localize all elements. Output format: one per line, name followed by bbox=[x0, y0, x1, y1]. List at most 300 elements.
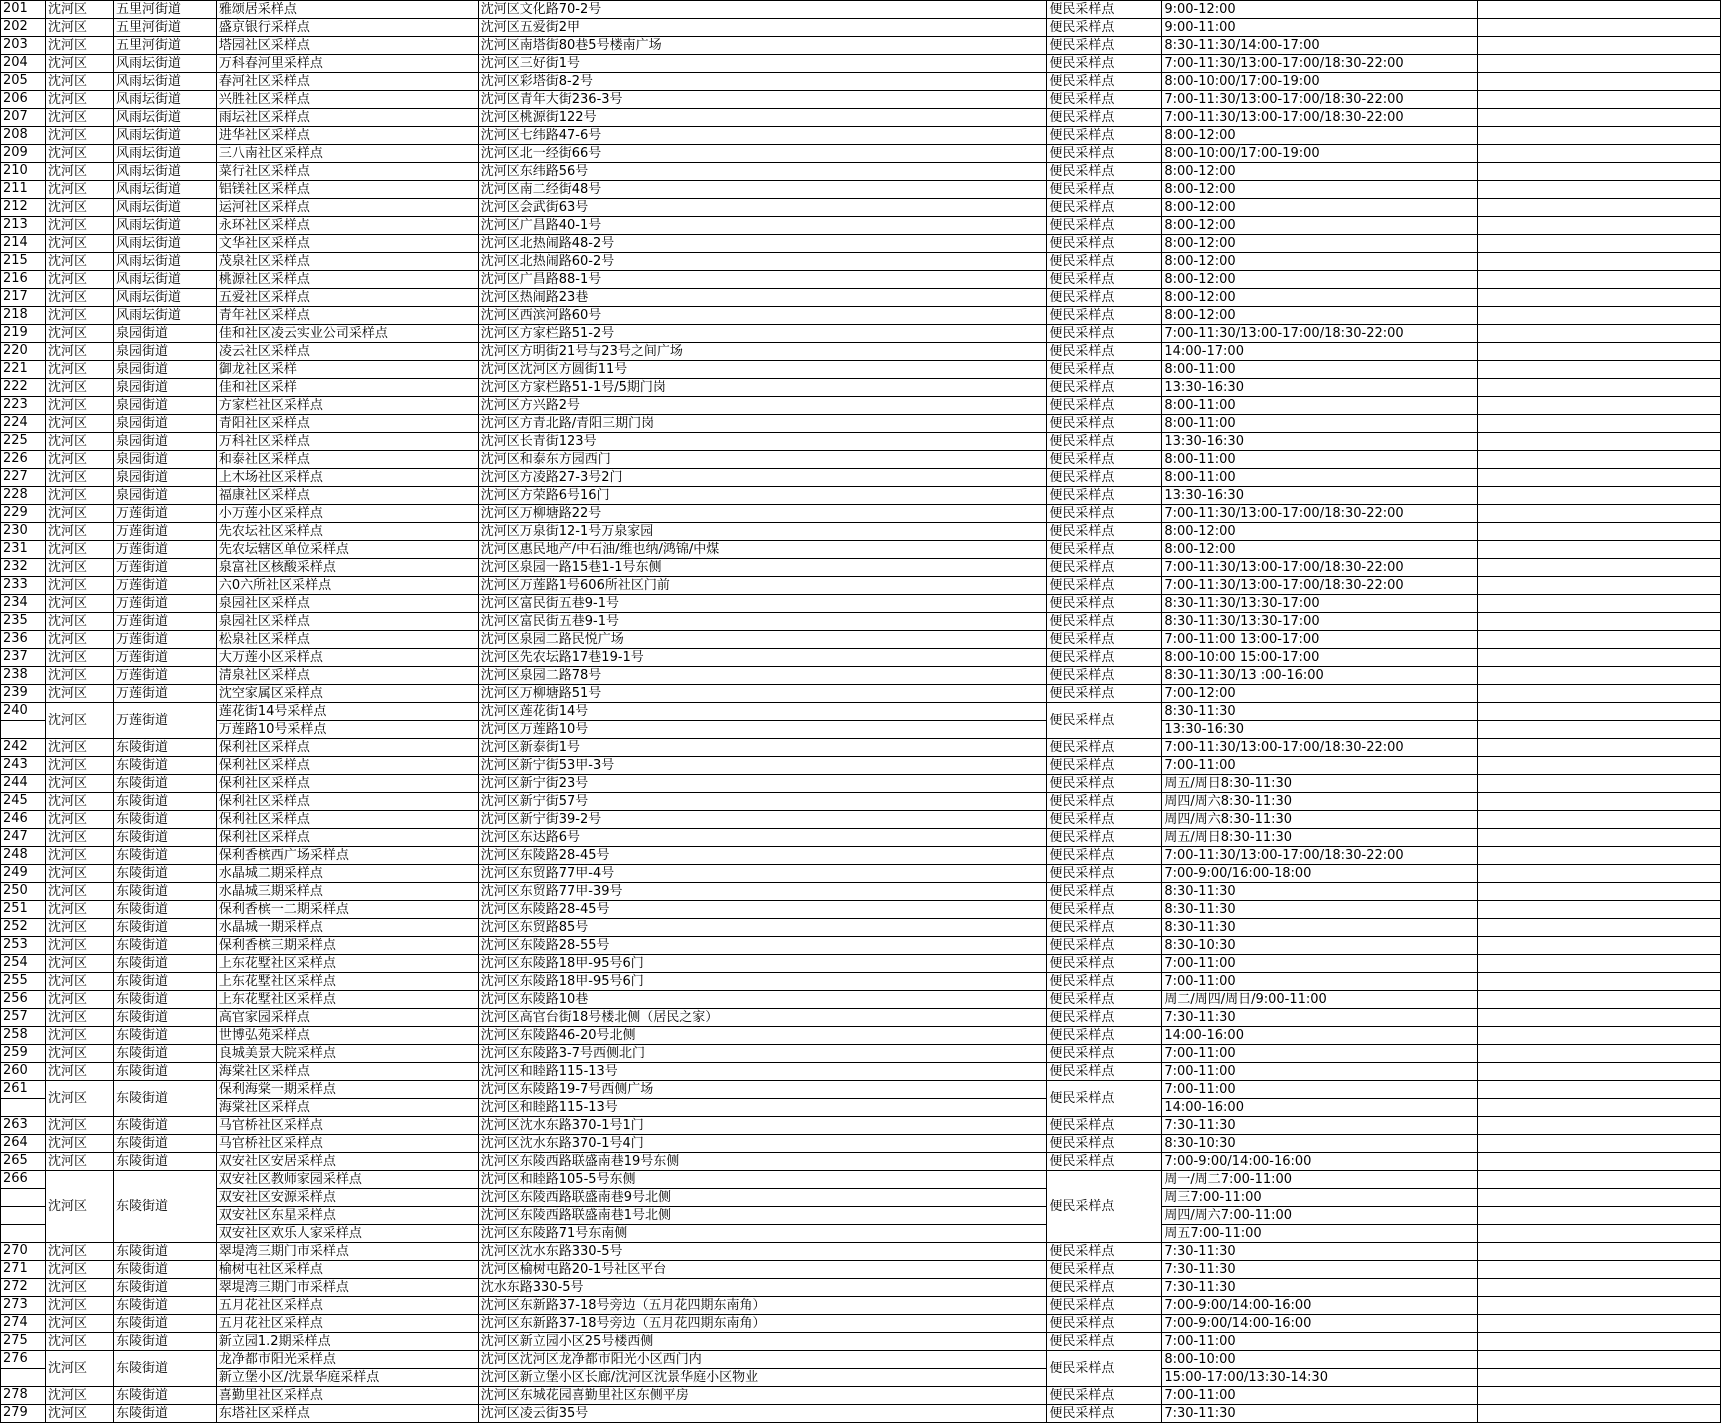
site-name-cell[interactable]: 泉园社区采样点 bbox=[216, 595, 478, 613]
district-cell[interactable]: 沈河区 bbox=[45, 1171, 113, 1243]
district-cell[interactable]: 沈河区 bbox=[45, 1063, 113, 1081]
row-number-cell[interactable]: 203 bbox=[1, 37, 46, 55]
address-cell[interactable]: 沈河区和睦路115-13号 bbox=[478, 1063, 1047, 1081]
street-cell[interactable]: 万莲街道 bbox=[113, 613, 216, 631]
district-cell[interactable]: 沈河区 bbox=[45, 757, 113, 775]
address-cell[interactable]: 沈河区北热闹路60-2号 bbox=[478, 253, 1047, 271]
district-cell[interactable]: 沈河区 bbox=[45, 145, 113, 163]
row-number-cell[interactable]: 234 bbox=[1, 595, 46, 613]
address-cell[interactable]: 沈河区东贸路77甲-39号 bbox=[478, 883, 1047, 901]
district-cell[interactable]: 沈河区 bbox=[45, 883, 113, 901]
empty-cell[interactable] bbox=[1478, 235, 1721, 253]
street-cell[interactable]: 风雨坛街道 bbox=[113, 163, 216, 181]
hours-cell[interactable]: 7:00-9:00/14:00-16:00 bbox=[1162, 1297, 1478, 1315]
district-cell[interactable]: 沈河区 bbox=[45, 1279, 113, 1297]
site-name-cell[interactable]: 双安社区安居采样点 bbox=[216, 1153, 478, 1171]
hours-cell[interactable]: 7:00-11:30/13:00-17:00/18:30-22:00 bbox=[1162, 109, 1478, 127]
row-number-cell[interactable]: 256 bbox=[1, 991, 46, 1009]
hours-cell[interactable]: 8:00-12:00 bbox=[1162, 307, 1478, 325]
address-cell[interactable]: 沈河区方明街21号与23号之间广场 bbox=[478, 343, 1047, 361]
site-type-cell[interactable]: 便民采样点 bbox=[1047, 235, 1162, 253]
empty-cell[interactable] bbox=[1478, 55, 1721, 73]
site-type-cell[interactable]: 便民采样点 bbox=[1047, 523, 1162, 541]
site-name-cell[interactable]: 三八南社区采样点 bbox=[216, 145, 478, 163]
district-cell[interactable]: 沈河区 bbox=[45, 1333, 113, 1351]
site-name-cell[interactable]: 马官桥社区采样点 bbox=[216, 1135, 478, 1153]
street-cell[interactable]: 泉园街道 bbox=[113, 379, 216, 397]
street-cell[interactable]: 东陵街道 bbox=[113, 775, 216, 793]
address-cell[interactable]: 沈河区热闹路23巷 bbox=[478, 289, 1047, 307]
district-cell[interactable]: 沈河区 bbox=[45, 973, 113, 991]
empty-cell[interactable] bbox=[1478, 379, 1721, 397]
district-cell[interactable]: 沈河区 bbox=[45, 613, 113, 631]
address-cell[interactable]: 沈河区五爱街2甲 bbox=[478, 19, 1047, 37]
empty-cell[interactable] bbox=[1478, 793, 1721, 811]
address-cell[interactable]: 沈河区万莲路10号 bbox=[478, 721, 1047, 739]
district-cell[interactable]: 沈河区 bbox=[45, 1351, 113, 1387]
row-number-cell[interactable]: 201 bbox=[1, 1, 46, 19]
district-cell[interactable]: 沈河区 bbox=[45, 739, 113, 757]
hours-cell[interactable]: 7:00-11:00 bbox=[1162, 1081, 1478, 1099]
empty-cell[interactable] bbox=[1478, 1207, 1721, 1225]
site-type-cell[interactable]: 便民采样点 bbox=[1047, 19, 1162, 37]
site-type-cell[interactable]: 便民采样点 bbox=[1047, 1171, 1162, 1243]
street-cell[interactable]: 万莲街道 bbox=[113, 541, 216, 559]
hours-cell[interactable]: 周四/周六7:00-11:00 bbox=[1162, 1207, 1478, 1225]
address-cell[interactable]: 沈河区北一经街66号 bbox=[478, 145, 1047, 163]
site-name-cell[interactable]: 保利海棠一期采样点 bbox=[216, 1081, 478, 1099]
address-cell[interactable]: 沈河区沈河区龙净都市阳光小区西门内 bbox=[478, 1351, 1047, 1369]
site-type-cell[interactable]: 便民采样点 bbox=[1047, 667, 1162, 685]
street-cell[interactable]: 东陵街道 bbox=[113, 991, 216, 1009]
address-cell[interactable]: 沈河区东达路6号 bbox=[478, 829, 1047, 847]
street-cell[interactable]: 风雨坛街道 bbox=[113, 271, 216, 289]
empty-cell[interactable] bbox=[1478, 1153, 1721, 1171]
address-cell[interactable]: 沈河区榆树屯路20-1号社区平台 bbox=[478, 1261, 1047, 1279]
site-name-cell[interactable]: 兴胜社区采样点 bbox=[216, 91, 478, 109]
row-number-cell[interactable]: 258 bbox=[1, 1027, 46, 1045]
district-cell[interactable]: 沈河区 bbox=[45, 289, 113, 307]
row-number-cell[interactable]: 231 bbox=[1, 541, 46, 559]
address-cell[interactable]: 沈河区新宁街53甲-3号 bbox=[478, 757, 1047, 775]
district-cell[interactable]: 沈河区 bbox=[45, 1405, 113, 1423]
district-cell[interactable]: 沈河区 bbox=[45, 1315, 113, 1333]
hours-cell[interactable]: 8:00-10:00/17:00-19:00 bbox=[1162, 73, 1478, 91]
hours-cell[interactable]: 8:00-12:00 bbox=[1162, 163, 1478, 181]
site-name-cell[interactable]: 喜勤里社区采样点 bbox=[216, 1387, 478, 1405]
street-cell[interactable]: 风雨坛街道 bbox=[113, 235, 216, 253]
hours-cell[interactable]: 8:00-12:00 bbox=[1162, 289, 1478, 307]
district-cell[interactable]: 沈河区 bbox=[45, 541, 113, 559]
site-name-cell[interactable]: 上东花墅社区采样点 bbox=[216, 991, 478, 1009]
district-cell[interactable]: 沈河区 bbox=[45, 199, 113, 217]
address-cell[interactable]: 沈河区广昌路40-1号 bbox=[478, 217, 1047, 235]
site-name-cell[interactable]: 高官家园采样点 bbox=[216, 1009, 478, 1027]
row-number-cell[interactable]: 239 bbox=[1, 685, 46, 703]
site-type-cell[interactable]: 便民采样点 bbox=[1047, 1153, 1162, 1171]
district-cell[interactable]: 沈河区 bbox=[45, 271, 113, 289]
row-number-cell[interactable]: 229 bbox=[1, 505, 46, 523]
street-cell[interactable]: 风雨坛街道 bbox=[113, 307, 216, 325]
empty-cell[interactable] bbox=[1478, 1099, 1721, 1117]
district-cell[interactable]: 沈河区 bbox=[45, 559, 113, 577]
site-name-cell[interactable]: 先农坛社区采样点 bbox=[216, 523, 478, 541]
site-type-cell[interactable]: 便民采样点 bbox=[1047, 883, 1162, 901]
street-cell[interactable]: 五里河街道 bbox=[113, 19, 216, 37]
site-type-cell[interactable]: 便民采样点 bbox=[1047, 865, 1162, 883]
site-name-cell[interactable]: 雅颂居采样点 bbox=[216, 1, 478, 19]
hours-cell[interactable]: 7:30-11:30 bbox=[1162, 1261, 1478, 1279]
site-name-cell[interactable]: 新立园1.2期采样点 bbox=[216, 1333, 478, 1351]
address-cell[interactable]: 沈河区方荣路6号16门 bbox=[478, 487, 1047, 505]
row-number-cell[interactable]: 273 bbox=[1, 1297, 46, 1315]
site-type-cell[interactable]: 便民采样点 bbox=[1047, 91, 1162, 109]
hours-cell[interactable]: 7:00-11:00 bbox=[1162, 1387, 1478, 1405]
site-name-cell[interactable]: 保利社区采样点 bbox=[216, 775, 478, 793]
site-name-cell[interactable]: 东塔社区采样点 bbox=[216, 1405, 478, 1423]
site-name-cell[interactable]: 保利社区采样点 bbox=[216, 811, 478, 829]
district-cell[interactable]: 沈河区 bbox=[45, 505, 113, 523]
address-cell[interactable]: 沈河区西滨河路60号 bbox=[478, 307, 1047, 325]
site-name-cell[interactable]: 保利社区采样点 bbox=[216, 739, 478, 757]
street-cell[interactable]: 东陵街道 bbox=[113, 1009, 216, 1027]
empty-cell[interactable] bbox=[1478, 739, 1721, 757]
site-type-cell[interactable]: 便民采样点 bbox=[1047, 901, 1162, 919]
row-number-cell[interactable]: 266 bbox=[1, 1171, 46, 1189]
row-number-cell[interactable]: 265 bbox=[1, 1153, 46, 1171]
empty-cell[interactable] bbox=[1478, 721, 1721, 739]
row-number-cell[interactable]: 212 bbox=[1, 199, 46, 217]
district-cell[interactable]: 沈河区 bbox=[45, 919, 113, 937]
empty-cell[interactable] bbox=[1478, 973, 1721, 991]
address-cell[interactable]: 沈河区东陵路3-7号西侧北门 bbox=[478, 1045, 1047, 1063]
row-number-cell[interactable]: 233 bbox=[1, 577, 46, 595]
site-name-cell[interactable]: 水晶城二期采样点 bbox=[216, 865, 478, 883]
street-cell[interactable]: 万莲街道 bbox=[113, 685, 216, 703]
address-cell[interactable]: 沈河区新宁街23号 bbox=[478, 775, 1047, 793]
hours-cell[interactable]: 13:30-16:30 bbox=[1162, 721, 1478, 739]
street-cell[interactable]: 风雨坛街道 bbox=[113, 109, 216, 127]
empty-cell[interactable] bbox=[1478, 1027, 1721, 1045]
empty-cell[interactable] bbox=[1478, 955, 1721, 973]
empty-cell[interactable] bbox=[1478, 271, 1721, 289]
hours-cell[interactable]: 7:00-11:00 bbox=[1162, 1045, 1478, 1063]
row-number-cell[interactable]: 255 bbox=[1, 973, 46, 991]
street-cell[interactable]: 东陵街道 bbox=[113, 919, 216, 937]
district-cell[interactable]: 沈河区 bbox=[45, 523, 113, 541]
hours-cell[interactable]: 8:00-11:00 bbox=[1162, 361, 1478, 379]
site-type-cell[interactable]: 便民采样点 bbox=[1047, 847, 1162, 865]
site-type-cell[interactable]: 便民采样点 bbox=[1047, 703, 1162, 739]
street-cell[interactable]: 东陵街道 bbox=[113, 1261, 216, 1279]
empty-cell[interactable] bbox=[1478, 289, 1721, 307]
site-name-cell[interactable]: 榆树屯社区采样点 bbox=[216, 1261, 478, 1279]
site-name-cell[interactable]: 良城美景大院采样点 bbox=[216, 1045, 478, 1063]
address-cell[interactable]: 沈河区文化路70-2号 bbox=[478, 1, 1047, 19]
address-cell[interactable]: 沈河区东陵西路联盛南巷19号东侧 bbox=[478, 1153, 1047, 1171]
district-cell[interactable]: 沈河区 bbox=[45, 469, 113, 487]
hours-cell[interactable]: 7:00-11:00 bbox=[1162, 973, 1478, 991]
row-number-cell[interactable]: 224 bbox=[1, 415, 46, 433]
site-type-cell[interactable]: 便民采样点 bbox=[1047, 595, 1162, 613]
site-name-cell[interactable]: 上东花墅社区采样点 bbox=[216, 973, 478, 991]
empty-cell[interactable] bbox=[1478, 991, 1721, 1009]
district-cell[interactable]: 沈河区 bbox=[45, 811, 113, 829]
district-cell[interactable]: 沈河区 bbox=[45, 307, 113, 325]
empty-cell[interactable] bbox=[1478, 829, 1721, 847]
row-number-cell[interactable]: 240 bbox=[1, 703, 46, 721]
site-type-cell[interactable]: 便民采样点 bbox=[1047, 631, 1162, 649]
hours-cell[interactable]: 周五7:00-11:00 bbox=[1162, 1225, 1478, 1243]
site-name-cell[interactable]: 保利香槟一二期采样点 bbox=[216, 901, 478, 919]
address-cell[interactable]: 沈河区东新路37-18号旁边（五月花四期东南角） bbox=[478, 1297, 1047, 1315]
empty-cell[interactable] bbox=[1478, 505, 1721, 523]
site-type-cell[interactable]: 便民采样点 bbox=[1047, 1045, 1162, 1063]
site-type-cell[interactable]: 便民采样点 bbox=[1047, 1315, 1162, 1333]
row-number-cell[interactable]: 254 bbox=[1, 955, 46, 973]
address-cell[interactable]: 沈河区万柳塘路51号 bbox=[478, 685, 1047, 703]
row-number-cell[interactable]: 238 bbox=[1, 667, 46, 685]
hours-cell[interactable]: 7:00-11:00 bbox=[1162, 955, 1478, 973]
row-number-cell[interactable]: 207 bbox=[1, 109, 46, 127]
site-type-cell[interactable]: 便民采样点 bbox=[1047, 811, 1162, 829]
address-cell[interactable]: 沈河区和泰东方园西门 bbox=[478, 451, 1047, 469]
site-name-cell[interactable]: 翠堤湾三期门市采样点 bbox=[216, 1243, 478, 1261]
street-cell[interactable]: 东陵街道 bbox=[113, 829, 216, 847]
empty-cell[interactable] bbox=[1478, 109, 1721, 127]
street-cell[interactable]: 泉园街道 bbox=[113, 325, 216, 343]
district-cell[interactable]: 沈河区 bbox=[45, 577, 113, 595]
site-name-cell[interactable]: 翠堤湾三期门市采样点 bbox=[216, 1279, 478, 1297]
street-cell[interactable]: 东陵街道 bbox=[113, 1063, 216, 1081]
hours-cell[interactable]: 周二/周四/周日/9:00-11:00 bbox=[1162, 991, 1478, 1009]
row-number-cell[interactable] bbox=[1, 721, 46, 739]
empty-cell[interactable] bbox=[1478, 433, 1721, 451]
hours-cell[interactable]: 8:00-12:00 bbox=[1162, 235, 1478, 253]
row-number-cell[interactable]: 222 bbox=[1, 379, 46, 397]
row-number-cell[interactable]: 271 bbox=[1, 1261, 46, 1279]
hours-cell[interactable]: 7:30-11:30 bbox=[1162, 1117, 1478, 1135]
empty-cell[interactable] bbox=[1478, 919, 1721, 937]
hours-cell[interactable]: 7:00-11:00 bbox=[1162, 1063, 1478, 1081]
empty-cell[interactable] bbox=[1478, 397, 1721, 415]
street-cell[interactable]: 泉园街道 bbox=[113, 433, 216, 451]
row-number-cell[interactable] bbox=[1, 1189, 46, 1207]
hours-cell[interactable]: 7:00-11:00 13:00-17:00 bbox=[1162, 631, 1478, 649]
street-cell[interactable]: 东陵街道 bbox=[113, 865, 216, 883]
row-number-cell[interactable]: 230 bbox=[1, 523, 46, 541]
address-cell[interactable]: 沈水东路330-5号 bbox=[478, 1279, 1047, 1297]
street-cell[interactable]: 东陵街道 bbox=[113, 1135, 216, 1153]
empty-cell[interactable] bbox=[1478, 1189, 1721, 1207]
site-type-cell[interactable]: 便民采样点 bbox=[1047, 559, 1162, 577]
hours-cell[interactable]: 7:30-11:30 bbox=[1162, 1279, 1478, 1297]
empty-cell[interactable] bbox=[1478, 1351, 1721, 1369]
row-number-cell[interactable]: 208 bbox=[1, 127, 46, 145]
hours-cell[interactable]: 7:30-11:30 bbox=[1162, 1405, 1478, 1423]
district-cell[interactable]: 沈河区 bbox=[45, 1387, 113, 1405]
site-name-cell[interactable]: 莲花街14号采样点 bbox=[216, 703, 478, 721]
district-cell[interactable]: 沈河区 bbox=[45, 1081, 113, 1117]
site-type-cell[interactable]: 便民采样点 bbox=[1047, 163, 1162, 181]
row-number-cell[interactable]: 218 bbox=[1, 307, 46, 325]
district-cell[interactable]: 沈河区 bbox=[45, 181, 113, 199]
address-cell[interactable]: 沈河区新泰街1号 bbox=[478, 739, 1047, 757]
row-number-cell[interactable]: 276 bbox=[1, 1351, 46, 1369]
district-cell[interactable]: 沈河区 bbox=[45, 847, 113, 865]
site-type-cell[interactable]: 便民采样点 bbox=[1047, 55, 1162, 73]
street-cell[interactable]: 风雨坛街道 bbox=[113, 199, 216, 217]
empty-cell[interactable] bbox=[1478, 937, 1721, 955]
address-cell[interactable]: 沈河区先农坛路17巷19-1号 bbox=[478, 649, 1047, 667]
hours-cell[interactable]: 7:00-11:30/13:00-17:00/18:30-22:00 bbox=[1162, 325, 1478, 343]
district-cell[interactable]: 沈河区 bbox=[45, 361, 113, 379]
site-type-cell[interactable]: 便民采样点 bbox=[1047, 829, 1162, 847]
street-cell[interactable]: 东陵街道 bbox=[113, 1351, 216, 1387]
site-name-cell[interactable]: 大万莲小区采样点 bbox=[216, 649, 478, 667]
district-cell[interactable]: 沈河区 bbox=[45, 775, 113, 793]
site-type-cell[interactable]: 便民采样点 bbox=[1047, 541, 1162, 559]
hours-cell[interactable]: 13:30-16:30 bbox=[1162, 379, 1478, 397]
site-type-cell[interactable]: 便民采样点 bbox=[1047, 37, 1162, 55]
row-number-cell[interactable] bbox=[1, 1225, 46, 1243]
row-number-cell[interactable]: 221 bbox=[1, 361, 46, 379]
street-cell[interactable]: 泉园街道 bbox=[113, 343, 216, 361]
empty-cell[interactable] bbox=[1478, 487, 1721, 505]
address-cell[interactable]: 沈河区东陵路46-20号北侧 bbox=[478, 1027, 1047, 1045]
site-type-cell[interactable]: 便民采样点 bbox=[1047, 505, 1162, 523]
row-number-cell[interactable]: 264 bbox=[1, 1135, 46, 1153]
street-cell[interactable]: 风雨坛街道 bbox=[113, 73, 216, 91]
hours-cell[interactable]: 8:30-11:30/14:00-17:00 bbox=[1162, 37, 1478, 55]
street-cell[interactable]: 风雨坛街道 bbox=[113, 289, 216, 307]
hours-cell[interactable]: 8:00-11:00 bbox=[1162, 415, 1478, 433]
site-name-cell[interactable]: 世博弘苑采样点 bbox=[216, 1027, 478, 1045]
hours-cell[interactable]: 8:30-11:30 bbox=[1162, 883, 1478, 901]
site-type-cell[interactable]: 便民采样点 bbox=[1047, 991, 1162, 1009]
empty-cell[interactable] bbox=[1478, 1063, 1721, 1081]
address-cell[interactable]: 沈河区方青北路/青阳三期门岗 bbox=[478, 415, 1047, 433]
street-cell[interactable]: 东陵街道 bbox=[113, 1405, 216, 1423]
hours-cell[interactable]: 8:30-11:30 bbox=[1162, 703, 1478, 721]
empty-cell[interactable] bbox=[1478, 1333, 1721, 1351]
hours-cell[interactable]: 8:30-11:30/13:30-17:00 bbox=[1162, 595, 1478, 613]
district-cell[interactable]: 沈河区 bbox=[45, 685, 113, 703]
hours-cell[interactable]: 7:00-9:00/14:00-16:00 bbox=[1162, 1153, 1478, 1171]
site-type-cell[interactable]: 便民采样点 bbox=[1047, 145, 1162, 163]
district-cell[interactable]: 沈河区 bbox=[45, 901, 113, 919]
empty-cell[interactable] bbox=[1478, 775, 1721, 793]
district-cell[interactable]: 沈河区 bbox=[45, 217, 113, 235]
district-cell[interactable]: 沈河区 bbox=[45, 865, 113, 883]
address-cell[interactable]: 沈河区东纬路56号 bbox=[478, 163, 1047, 181]
row-number-cell[interactable]: 213 bbox=[1, 217, 46, 235]
site-name-cell[interactable]: 佳和社区凌云实业公司采样点 bbox=[216, 325, 478, 343]
hours-cell[interactable]: 7:00-11:30/13:00-17:00/18:30-22:00 bbox=[1162, 847, 1478, 865]
district-cell[interactable]: 沈河区 bbox=[45, 451, 113, 469]
empty-cell[interactable] bbox=[1478, 415, 1721, 433]
empty-cell[interactable] bbox=[1478, 19, 1721, 37]
site-type-cell[interactable]: 便民采样点 bbox=[1047, 217, 1162, 235]
row-number-cell[interactable]: 252 bbox=[1, 919, 46, 937]
site-type-cell[interactable]: 便民采样点 bbox=[1047, 739, 1162, 757]
empty-cell[interactable] bbox=[1478, 685, 1721, 703]
address-cell[interactable]: 沈河区南二经街48号 bbox=[478, 181, 1047, 199]
hours-cell[interactable]: 8:00-12:00 bbox=[1162, 523, 1478, 541]
site-name-cell[interactable]: 保利香槟西广场采样点 bbox=[216, 847, 478, 865]
street-cell[interactable]: 风雨坛街道 bbox=[113, 217, 216, 235]
address-cell[interactable]: 沈河区东贸路85号 bbox=[478, 919, 1047, 937]
site-name-cell[interactable]: 永环社区采样点 bbox=[216, 217, 478, 235]
row-number-cell[interactable] bbox=[1, 1207, 46, 1225]
site-type-cell[interactable]: 便民采样点 bbox=[1047, 955, 1162, 973]
address-cell[interactable]: 沈河区北热闹路48-2号 bbox=[478, 235, 1047, 253]
district-cell[interactable]: 沈河区 bbox=[45, 433, 113, 451]
empty-cell[interactable] bbox=[1478, 1297, 1721, 1315]
site-name-cell[interactable]: 松泉社区采样点 bbox=[216, 631, 478, 649]
row-number-cell[interactable]: 261 bbox=[1, 1081, 46, 1099]
site-type-cell[interactable]: 便民采样点 bbox=[1047, 775, 1162, 793]
street-cell[interactable]: 风雨坛街道 bbox=[113, 253, 216, 271]
hours-cell[interactable]: 8:00-10:00/17:00-19:00 bbox=[1162, 145, 1478, 163]
hours-cell[interactable]: 14:00-16:00 bbox=[1162, 1099, 1478, 1117]
address-cell[interactable]: 沈河区新立园小区25号楼西侧 bbox=[478, 1333, 1047, 1351]
row-number-cell[interactable]: 248 bbox=[1, 847, 46, 865]
site-name-cell[interactable]: 运河社区采样点 bbox=[216, 199, 478, 217]
site-name-cell[interactable]: 万科社区采样点 bbox=[216, 433, 478, 451]
site-type-cell[interactable]: 便民采样点 bbox=[1047, 1297, 1162, 1315]
site-name-cell[interactable]: 清泉社区采样点 bbox=[216, 667, 478, 685]
empty-cell[interactable] bbox=[1478, 523, 1721, 541]
street-cell[interactable]: 东陵街道 bbox=[113, 1279, 216, 1297]
row-number-cell[interactable]: 246 bbox=[1, 811, 46, 829]
empty-cell[interactable] bbox=[1478, 127, 1721, 145]
site-name-cell[interactable]: 六0六所社区采样点 bbox=[216, 577, 478, 595]
district-cell[interactable]: 沈河区 bbox=[45, 595, 113, 613]
address-cell[interactable]: 沈河区桃源街122号 bbox=[478, 109, 1047, 127]
hours-cell[interactable]: 8:30-11:30/13 :00-16:00 bbox=[1162, 667, 1478, 685]
row-number-cell[interactable]: 220 bbox=[1, 343, 46, 361]
empty-cell[interactable] bbox=[1478, 703, 1721, 721]
district-cell[interactable]: 沈河区 bbox=[45, 55, 113, 73]
empty-cell[interactable] bbox=[1478, 1279, 1721, 1297]
address-cell[interactable]: 沈河区彩塔街8-2号 bbox=[478, 73, 1047, 91]
site-type-cell[interactable]: 便民采样点 bbox=[1047, 271, 1162, 289]
district-cell[interactable]: 沈河区 bbox=[45, 991, 113, 1009]
row-number-cell[interactable]: 223 bbox=[1, 397, 46, 415]
address-cell[interactable]: 沈河区沈水东路370-1号4门 bbox=[478, 1135, 1047, 1153]
hours-cell[interactable]: 7:00-11:30/13:00-17:00/18:30-22:00 bbox=[1162, 559, 1478, 577]
address-cell[interactable]: 沈河区东陵路19-7号西侧广场 bbox=[478, 1081, 1047, 1099]
row-number-cell[interactable]: 206 bbox=[1, 91, 46, 109]
address-cell[interactable]: 沈河区东贸路77甲-4号 bbox=[478, 865, 1047, 883]
empty-cell[interactable] bbox=[1478, 883, 1721, 901]
hours-cell[interactable]: 8:00-12:00 bbox=[1162, 253, 1478, 271]
row-number-cell[interactable]: 219 bbox=[1, 325, 46, 343]
district-cell[interactable]: 沈河区 bbox=[45, 1, 113, 19]
site-name-cell[interactable]: 海棠社区采样点 bbox=[216, 1099, 478, 1117]
row-number-cell[interactable]: 202 bbox=[1, 19, 46, 37]
site-type-cell[interactable]: 便民采样点 bbox=[1047, 1135, 1162, 1153]
site-name-cell[interactable]: 雨坛社区采样点 bbox=[216, 109, 478, 127]
site-name-cell[interactable]: 双安社区教师家园采样点 bbox=[216, 1171, 478, 1189]
site-name-cell[interactable]: 万科春河里采样点 bbox=[216, 55, 478, 73]
row-number-cell[interactable]: 245 bbox=[1, 793, 46, 811]
district-cell[interactable]: 沈河区 bbox=[45, 73, 113, 91]
site-name-cell[interactable]: 五爱社区采样点 bbox=[216, 289, 478, 307]
street-cell[interactable]: 万莲街道 bbox=[113, 505, 216, 523]
row-number-cell[interactable]: 225 bbox=[1, 433, 46, 451]
